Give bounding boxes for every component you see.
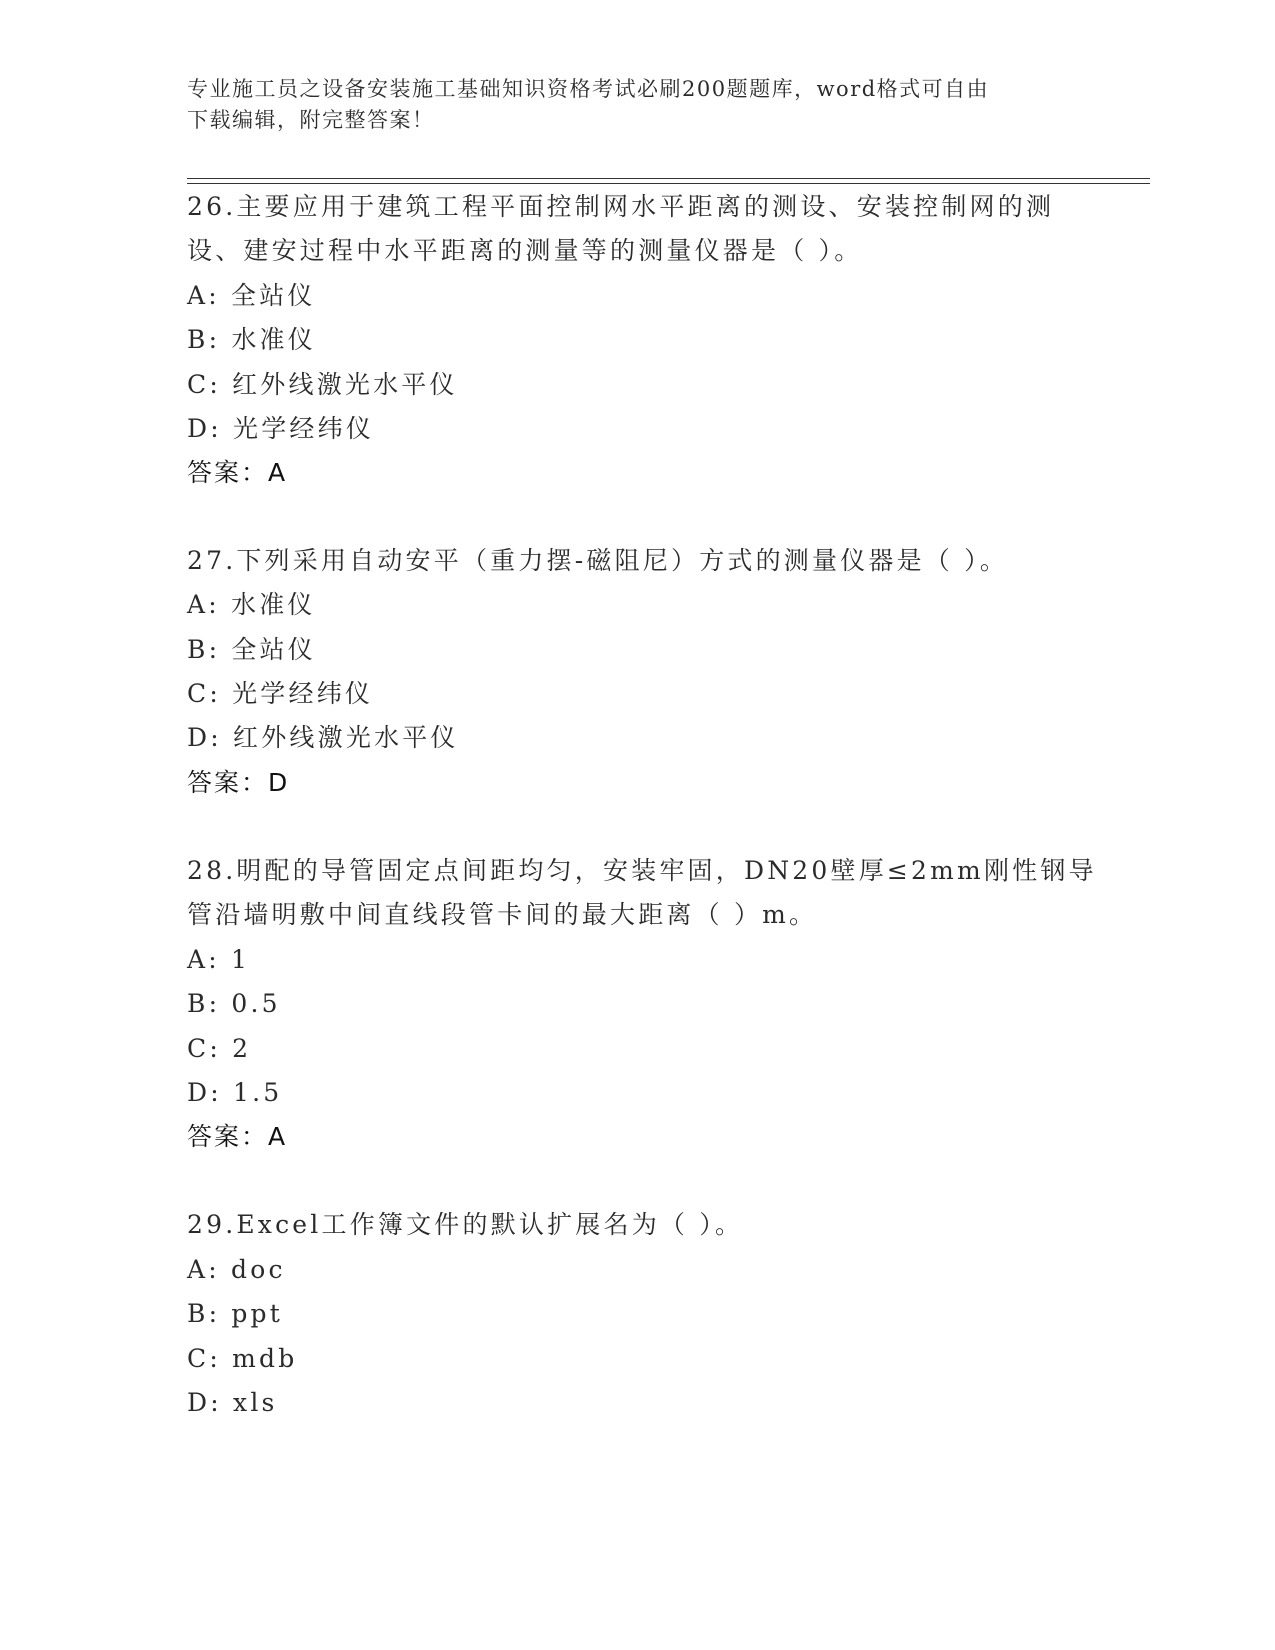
question-27-option-c: C: 光学经纬仪 [187, 679, 374, 708]
question-29-option-d: D: xls [187, 1388, 278, 1417]
question-27-stem-line-1: 27.下列采用自动安平（重力摆-磁阻尼）方式的测量仪器是（ ）。 [187, 546, 1009, 575]
question-27-answer: 答案：D [187, 768, 290, 797]
question-29-option-a: A: doc [187, 1255, 286, 1284]
header-divider-bottom [187, 183, 1150, 184]
question-26-answer: 答案：A [187, 458, 288, 487]
question-26-option-d: D: 光学经纬仪 [187, 414, 375, 443]
header-line-1: 专业施工员之设备安装施工基础知识资格考试必刷200题题库，word格式可自由 [187, 77, 990, 101]
header-divider-top [187, 178, 1150, 179]
document-header [187, 74, 1067, 136]
question-28-stem-line-1: 28.明配的导管固定点间距均匀，安装牢固，DN20壁厚≤2mm刚性钢导 [187, 856, 1097, 885]
question-27-option-a: A: 水准仪 [187, 590, 316, 619]
question-26-option-c: C: 红外线激光水平仪 [187, 370, 458, 399]
question-28-option-d: D: 1.5 [187, 1078, 283, 1107]
question-28-stem-line-2: 管沿墙明敷中间直线段管卡间的最大距离（ ）m。 [187, 900, 818, 929]
header-line-2: 下载编辑，附完整答案！ [187, 108, 435, 132]
question-28-option-c: C: 2 [187, 1034, 252, 1063]
question-28-answer: 答案：A [187, 1122, 288, 1151]
question-28-option-b: B: 0.5 [187, 989, 281, 1018]
question-26-stem-line-1: 26.主要应用于建筑工程平面控制网水平距离的测设、安装控制网的测 [187, 192, 1055, 221]
question-29-option-c: C: mdb [187, 1344, 298, 1373]
question-26-option-a: A: 全站仪 [187, 281, 316, 310]
question-27-option-d: D: 红外线激光水平仪 [187, 723, 459, 752]
question-29-stem-line-1: 29.Excel工作簿文件的默认扩展名为（ ）。 [187, 1210, 744, 1239]
question-26-option-b: B: 水准仪 [187, 325, 316, 354]
question-29-option-b: B: ppt [187, 1299, 283, 1328]
question-26-stem-line-2: 设、建安过程中水平距离的测量等的测量仪器是（ ）。 [187, 236, 863, 265]
question-28-option-a: A: 1 [187, 945, 251, 974]
question-27-option-b: B: 全站仪 [187, 635, 316, 664]
